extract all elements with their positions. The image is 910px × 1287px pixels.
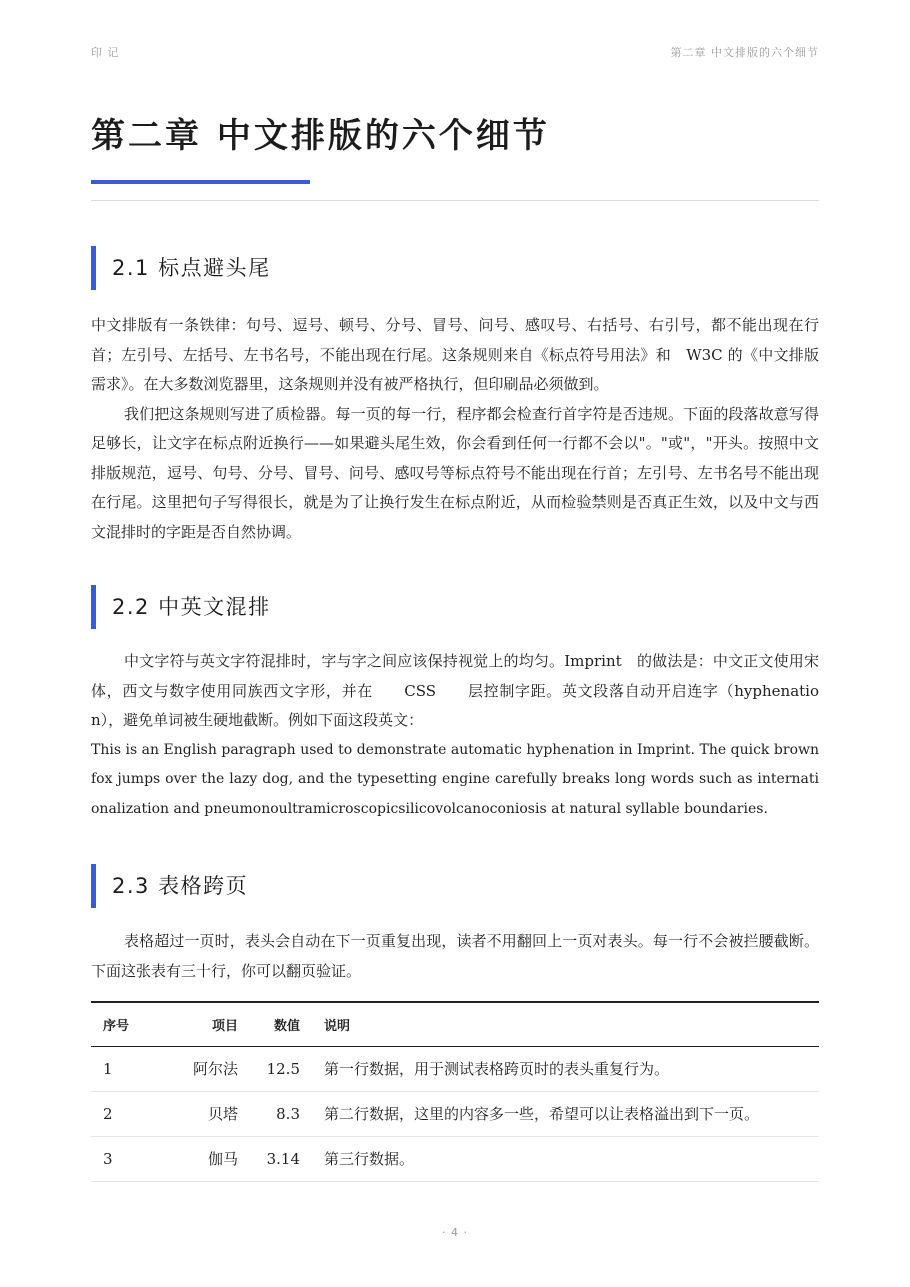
section-2-3-body bbox=[91, 927, 819, 986]
cell-value: 12.5 bbox=[250, 1046, 312, 1091]
page-number: · 4 · bbox=[442, 1226, 468, 1239]
section-heading-text: 2.2 中英文混排 bbox=[112, 595, 271, 619]
cell-index: 2 bbox=[91, 1091, 167, 1136]
running-header-book-title: 印 记 bbox=[91, 46, 120, 59]
table-row bbox=[91, 1046, 819, 1091]
table-header-row bbox=[91, 1002, 819, 1046]
data-table bbox=[91, 1001, 819, 1182]
chapter-title-rule bbox=[91, 200, 819, 201]
cell-index: 1 bbox=[91, 1046, 167, 1091]
chapter-title: 第二章 中文排版的六个细节 bbox=[91, 116, 550, 156]
section-heading-2-2 bbox=[91, 585, 819, 629]
cell-description: 第二行数据，这里的内容多一些，希望可以让表格溢出到下一页。 bbox=[312, 1091, 819, 1136]
english-paragraph: This is an English paragraph used to demonstrate automatic hyphenation in Imprint. The quick brown fox jumps over the lazy dog, and the typesetting engine carefully breaks long words such as internationalization and pneumonoultramicroscopicsilicovolcanoconiosis at natural syllable boundaries. bbox=[91, 741, 819, 817]
paragraph: 我们把这条规则写进了质检器。每一页的每一行，程序都会检查行首字符是否违规。下面的段落故意写得足够长，让文字在标点附近换行——如果避头尾生效，你会看到任何一行都不会以"。"或"，"开头。按照中文排版规范，逗号、句号、分号、冒号、问号、感叹号等标点符号不能出现在行首；左引号、左书名号不能出现在行尾。这里把句子写得很长，就是为了让换行发生在标点附近，从而检验禁则是否真正生效，以及中文与西文混排时的字距是否自然协调。 bbox=[91, 404, 819, 541]
table-row bbox=[91, 1136, 819, 1181]
running-header-chapter-title: 第二章 中文排版的六个细节 bbox=[670, 46, 819, 59]
column-header-item: 项目 bbox=[211, 1018, 238, 1034]
cell-item: 伽马 bbox=[167, 1136, 250, 1181]
column-header-index: 序号 bbox=[103, 1018, 130, 1034]
section-2-2-body bbox=[91, 647, 819, 824]
section-heading-bar bbox=[91, 246, 96, 290]
section-heading-bar bbox=[91, 585, 96, 629]
column-header-description: 说明 bbox=[324, 1018, 351, 1034]
cell-item: 阿尔法 bbox=[167, 1046, 250, 1091]
column-header-value: 数值 bbox=[273, 1018, 300, 1034]
cell-item: 贝塔 bbox=[167, 1091, 250, 1136]
section-heading-text: 2.1 标点避头尾 bbox=[112, 256, 271, 280]
cell-value: 3.14 bbox=[250, 1136, 312, 1181]
cell-description: 第一行数据，用于测试表格跨页时的表头重复行为。 bbox=[312, 1046, 819, 1091]
cell-description: 第三行数据。 bbox=[312, 1136, 819, 1181]
section-heading-2-1 bbox=[91, 246, 819, 290]
table-row bbox=[91, 1091, 819, 1136]
cell-index: 3 bbox=[91, 1136, 167, 1181]
section-heading-2-3 bbox=[91, 864, 819, 908]
chapter-title-accent-bar bbox=[91, 180, 310, 184]
paragraph: 表格超过一页时，表头会自动在下一页重复出现，读者不用翻回上一页对表头。每一行不会被拦腰截断。下面这张表有三十行，你可以翻页验证。 bbox=[91, 932, 819, 980]
paragraph: 中文字符与英文字符混排时，字与字之间应该保持视觉上的均匀。Imprint 的做法是：中文正文使用宋体，西文与数字使用同族西文字形，并在 CSS 层控制字距。英文段落自动开启连字（hyphenation），避免单词被生硬地截断。例如下面这段英文： bbox=[91, 652, 819, 729]
cell-value: 8.3 bbox=[250, 1091, 312, 1136]
section-heading-text: 2.3 表格跨页 bbox=[112, 874, 249, 898]
section-heading-bar bbox=[91, 864, 96, 908]
section-2-1-body bbox=[91, 311, 819, 547]
running-header bbox=[91, 44, 819, 60]
paragraph: 中文排版有一条铁律：句号、逗号、顿号、分号、冒号、问号、感叹号、右括号、右引号，都不能出现在行首；左引号、左括号、左书名号，不能出现在行尾。这条规则来自《标点符号用法》和 W3C 的《中文排版需求》。在大多数浏览器里，这条规则并没有被严格执行，但印刷品必须做到。 bbox=[91, 316, 819, 393]
